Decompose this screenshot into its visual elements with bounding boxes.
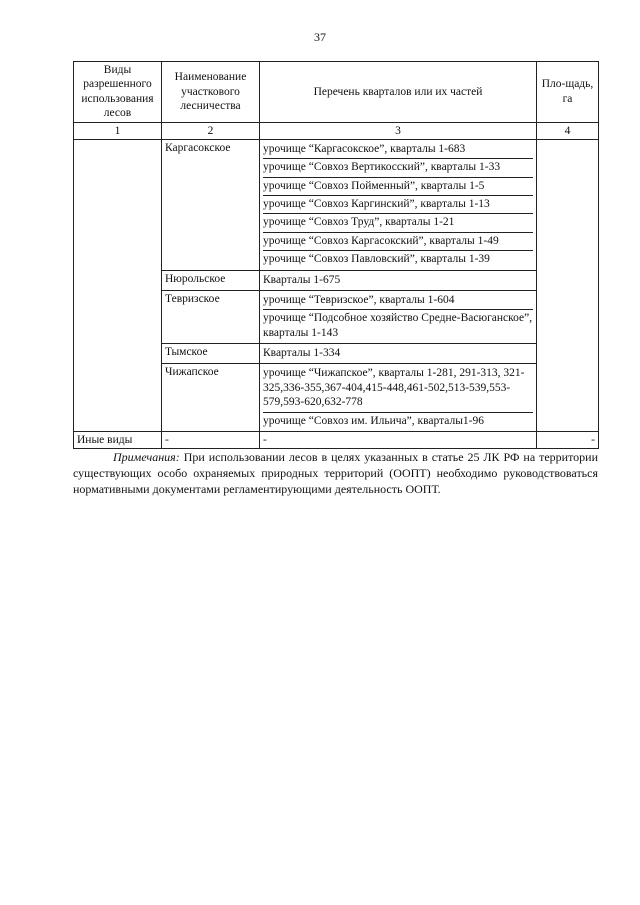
header-forestry-name: Наименование участкового лесничества [162, 62, 260, 123]
quarters-item: урочище “Каргасокское”, кварталы 1-683 [263, 141, 533, 159]
forestry-name: Каргасокское [162, 139, 260, 270]
quarters-cell [260, 139, 537, 270]
column-number: 3 [260, 122, 537, 139]
quarters-item: урочище “Совхоз Пойменный”, кварталы 1-5 [263, 178, 533, 196]
quarters-item: Кварталы 1-675 [263, 273, 341, 286]
use-type-cell-empty [74, 139, 162, 431]
quarters-item: урочище “Тевризское”, кварталы 1-604 [263, 292, 533, 310]
table-header-row [74, 62, 599, 123]
column-number: 1 [74, 122, 162, 139]
quarters-cell [260, 364, 537, 432]
quarters-cell [260, 344, 537, 364]
notes-text: При использовании лесов в целях указанных в статье 25 ЛК РФ на территории существующих особо охраняемых природных территорий (ООПТ) необходимо руководствоваться нормативными документами регламентирующими деятельность ООПТ. [73, 450, 599, 497]
quarters-item: урочище “Совхоз Каргинский”, кварталы 1-13 [263, 196, 533, 214]
quarters-item: урочище “Чижапское”, кварталы 1-281, 291-313, 321-325,336-355,367-404,415-448,461-502,513-539,553-579,593-620,632-778 [263, 365, 533, 412]
forest-use-table [73, 61, 599, 449]
quarters-item: урочище “Подсобное хозяйство Средне-Васюганское”, кварталы 1-143 [263, 312, 533, 339]
quarters-cell: - [260, 431, 537, 448]
area-value: - [537, 431, 599, 448]
area-cell-empty [537, 139, 599, 431]
header-use-type: Виды разрешенного использования лесов [74, 62, 162, 123]
column-number-row [74, 122, 599, 139]
notes-paragraph [73, 449, 598, 498]
notes-label: Примечания: [113, 450, 180, 464]
page-number: 37 [314, 30, 326, 44]
quarters-item: урочище “Совхоз Каргасокский”, кварталы 1-49 [263, 233, 533, 251]
table-row [74, 139, 599, 270]
forestry-name: - [162, 431, 260, 448]
quarters-item: Кварталы 1-334 [263, 347, 341, 359]
quarters-item: урочище “Совхоз Труд”, кварталы 1-21 [263, 214, 533, 232]
use-type: Иные виды [74, 431, 162, 448]
quarters-cell [260, 290, 537, 343]
forestry-name: Тевризское [162, 290, 260, 343]
other-uses-row [74, 431, 599, 448]
forestry-name: Чижапское [162, 364, 260, 432]
column-number: 4 [537, 122, 599, 139]
quarters-item: урочище “Совхоз Вертикосский”, кварталы 1-33 [263, 159, 533, 177]
quarters-cell [260, 270, 537, 290]
column-number: 2 [162, 122, 260, 139]
header-area: Пло-щадь, га [537, 62, 599, 123]
forestry-name: Тымское [162, 344, 260, 364]
header-quarters-list: Перечень кварталов или их частей [260, 62, 537, 123]
forestry-name: Нюрольское [162, 270, 260, 290]
quarters-item: урочище “Совхоз им. Ильича”, кварталы1-96 [263, 414, 485, 427]
quarters-item: урочище “Совхоз Павловский”, кварталы 1-39 [263, 253, 490, 266]
